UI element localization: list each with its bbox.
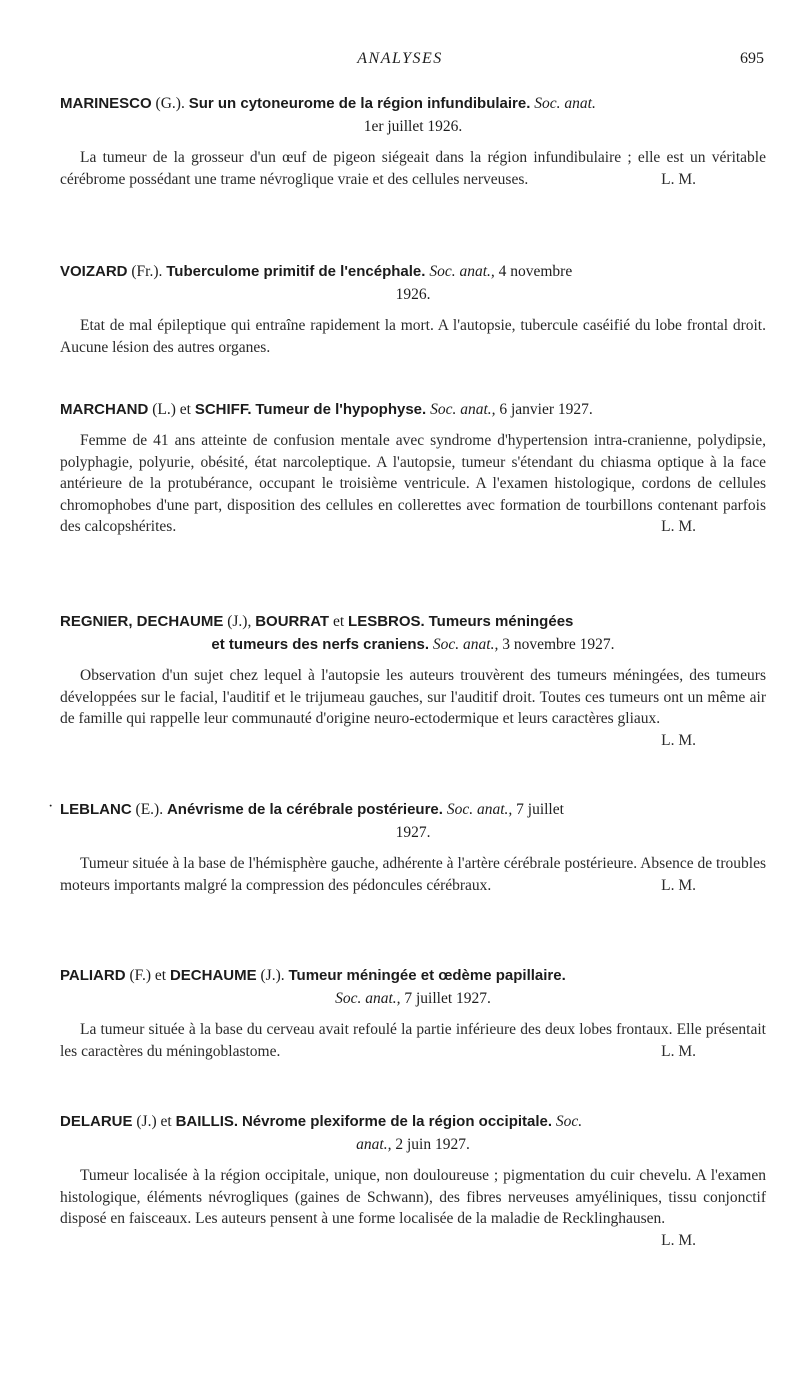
entry-regnier (60, 610, 766, 751)
entry-heading (60, 92, 766, 138)
author-name: DELARUE (60, 1113, 133, 1130)
article-title: Sur un cytoneurome de la région infundibulaire. (188, 95, 531, 112)
journal-name: Soc. anat., (429, 263, 495, 280)
publication-date: 2 juin 1927. (395, 1136, 470, 1153)
entry-body (60, 665, 766, 749)
conjunction: et (332, 613, 345, 630)
entry-delarue (60, 1110, 766, 1251)
journal-name: Soc. anat., (432, 636, 499, 653)
entry-heading (60, 964, 766, 1010)
article-title: Tumeurs méningées (428, 613, 574, 630)
entry-body (60, 147, 766, 190)
abstract-text: La tumeur de la grosseur d'un œuf de pigeon siégeait dans la région infundibulaire ; elle est un véritable cérébrome possédant une trame névroglique vraie et des cellules nerveuses. (60, 149, 766, 188)
entry-marchand (60, 398, 766, 538)
entry-body (60, 315, 766, 358)
entry-marinesco (60, 92, 766, 190)
coauthor-name: DECHAUME (169, 967, 257, 984)
publication-date: 1er juillet 1926. (363, 118, 463, 135)
author-name: PALIARD (60, 967, 126, 984)
abstract-text: Observation d'un sujet chez lequel à l'autopsie les auteurs trouvèrent des tumeurs méningées, des tumeurs développées sur le facial, l'auditif et le trijumeau gauches, sur l'auditif droit. Toutes ces tumeurs ont un même air de famille qui rappelle leur communauté d'origine neuro-ectodermique et leurs caractères gliaux. (60, 667, 766, 727)
journal-name: Soc. anat., (446, 801, 513, 818)
publication-date: 6 janvier 1927. (499, 401, 593, 418)
publication-date-cont: 1927. (395, 824, 431, 841)
reviewer-signature: L. M. (661, 1231, 696, 1249)
author-initials: (J.) et (136, 1113, 172, 1130)
entry-heading (60, 1110, 766, 1156)
coauthor-name: BAILLIS. (175, 1113, 239, 1130)
margin-bullet: · (48, 798, 54, 815)
entry-heading (60, 398, 766, 421)
author-name: REGNIER, DECHAUME (60, 613, 224, 630)
author-name: MARCHAND (60, 401, 149, 418)
entry-body (60, 430, 766, 538)
reviewer-signature: L. M. (661, 876, 696, 894)
author-initials: (G.). (155, 95, 185, 112)
coauthor-initials: (J.). (260, 967, 285, 984)
heading-continuation (60, 1133, 766, 1156)
article-title: Névrome plexiforme de la région occipitale. (241, 1113, 553, 1130)
publication-date: 3 novembre 1927. (502, 636, 615, 653)
author-initials: (J.), (227, 613, 252, 630)
entry-heading (60, 610, 766, 656)
page-number: 695 (740, 50, 764, 67)
entry-body (60, 1165, 766, 1249)
abstract-text: La tumeur située à la base du cerveau avait refoulé la partie inférieure des deux lobes frontaux. Elle présentait les caractères du méningoblastome. (60, 1021, 766, 1060)
author-initials: (E.). (135, 801, 164, 818)
journal-name: Soc. anat., (430, 401, 496, 418)
publication-date: 4 novembre (498, 263, 573, 280)
abstract-text: Femme de 41 ans atteinte de confusion mentale avec syndrome d'hypertension intra-cranienne, polydipsie, polyphagie, polyurie, obésité, état narcoleptique. A l'autopsie, tumeur s'étendant du chiasma optique à la face antérieure de la protubérance, occupant le troisième ventricule. A l'examen histologique, cordons de cellules chromophobes d'une part, disposition des cellules en collerettes avec formation de tourbillons contenant parfois des calcopshérites. (60, 432, 766, 535)
journal-name: Soc. anat., (335, 990, 401, 1007)
entry-heading (60, 260, 766, 306)
entry-body (60, 853, 766, 896)
journal-name: Soc. (555, 1113, 583, 1130)
heading-continuation (60, 987, 766, 1010)
coauthor-name: SCHIFF. (194, 401, 252, 418)
author-initials: (Fr.). (131, 263, 163, 280)
article-title: Anévrisme de la cérébrale postérieure. (166, 801, 443, 818)
reviewer-signature: L. M. (661, 518, 696, 535)
abstract-text: Tumeur située à la base de l'hémisphère gauche, adhérente à l'artère cérébrale postérieure. Absence de troubles moteurs importants malgré la compression des pédoncules cérébraux. (60, 855, 766, 894)
journal-name-cont: anat., (356, 1136, 392, 1153)
publication-date-cont: 1926. (395, 286, 431, 303)
heading-continuation (60, 633, 766, 656)
publication-date: 7 juillet 1927. (404, 990, 491, 1007)
author-name: MARINESCO (60, 95, 152, 112)
running-head (0, 50, 800, 74)
running-title: ANALYSES (357, 50, 443, 67)
entry-paliard (60, 964, 766, 1062)
reviewer-signature: L. M. (661, 731, 696, 749)
article-title: Tuberculome primitif de l'encéphale. (166, 263, 426, 280)
reviewer-signature: L. M. (661, 170, 696, 188)
reviewer-signature: L. M. (661, 1042, 696, 1060)
author-name: LEBLANC (60, 801, 132, 818)
entry-body (60, 1019, 766, 1062)
coauthor-name-2: LESBROS. (348, 613, 425, 630)
coauthor-name: BOURRAT (255, 613, 330, 630)
entry-heading (60, 798, 766, 844)
journal-name: Soc. anat. (534, 95, 596, 112)
abstract-text: Tumeur localisée à la région occipitale, unique, non douloureuse ; pigmentation du cuir chevelu. A l'examen histologique, éléments névrogliques (gaines de Schwann), des fibres nerveuses amyéliniques, tissu conjonctif disposé en faisceaux. Les auteurs pensent à une forme localisée de la maladie de Recklinghausen. (60, 1167, 766, 1227)
author-initials: (F.) et (129, 967, 167, 984)
article-title-cont: et tumeurs des nerfs craniens. (211, 636, 430, 653)
abstract-text: Etat de mal épileptique qui entraîne rapidement la mort. A l'autopsie, tubercule caséifié du lobe frontal droit. Aucune lésion des autres organes. (60, 317, 766, 356)
article-title: Tumeur méningée et œdème papillaire. (288, 967, 566, 984)
entry-voizard (60, 260, 766, 358)
author-initials: (L.) et (152, 401, 191, 418)
article-title: Tumeur de l'hypophyse. (255, 401, 427, 418)
entry-leblanc (48, 798, 766, 896)
author-name: VOIZARD (60, 263, 128, 280)
publication-date: 7 juillet (516, 801, 564, 818)
